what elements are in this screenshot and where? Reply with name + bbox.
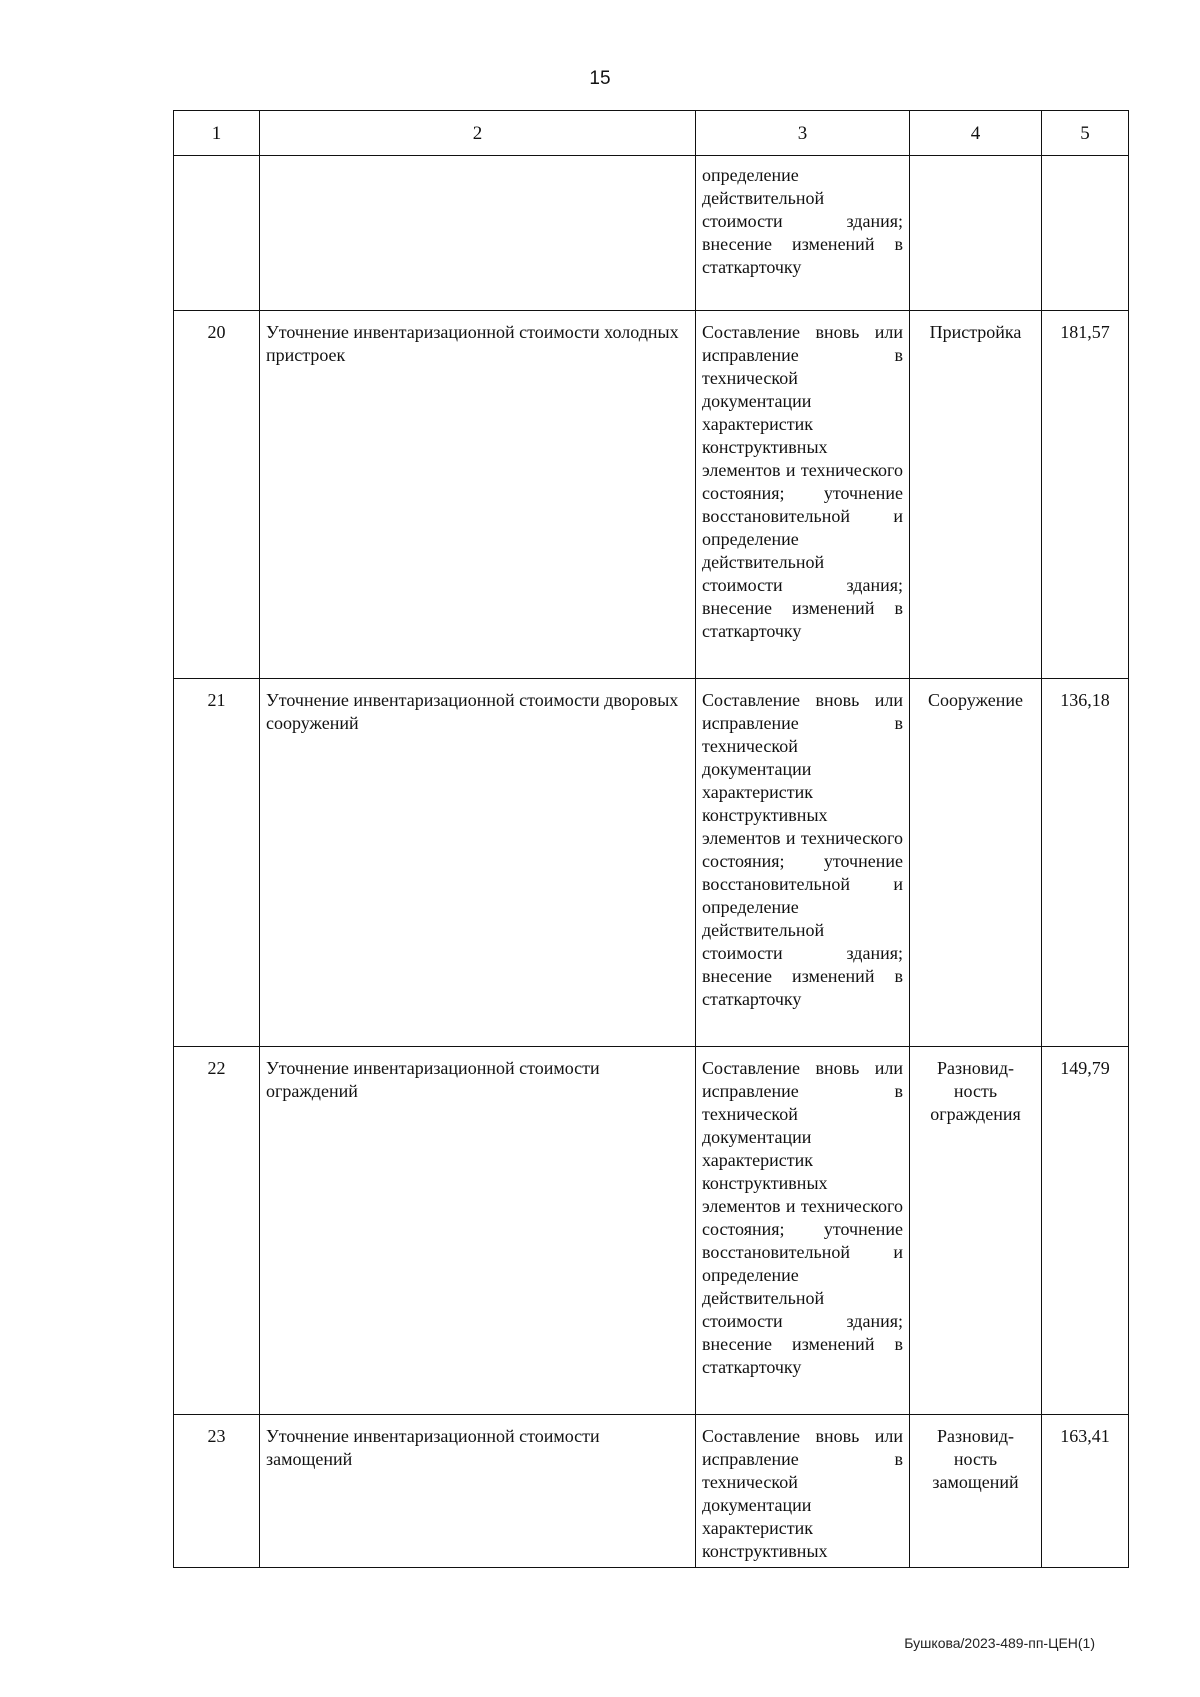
price-value: 163,41	[1042, 1415, 1129, 1568]
work-name	[260, 156, 696, 311]
table-row	[174, 1047, 1129, 1415]
tariff-table	[173, 110, 1129, 1568]
page-number: 15	[589, 68, 611, 89]
table-row	[174, 311, 1129, 679]
work-description: Составление вновь или исправление в технической документации характеристик конструктивных	[696, 1415, 910, 1568]
row-number: 21	[174, 679, 260, 1047]
row-number: 23	[174, 1415, 260, 1568]
column-header-5: 5	[1042, 111, 1129, 156]
measurement-unit	[910, 156, 1042, 311]
measurement-unit: Пристройка	[910, 311, 1042, 679]
work-name: Уточнение инвентаризационной стоимости холодных пристроек	[260, 311, 696, 679]
table-row	[174, 1415, 1129, 1568]
column-header-1: 1	[174, 111, 260, 156]
column-header-3: 3	[696, 111, 910, 156]
column-header-2: 2	[260, 111, 696, 156]
work-description: Составление вновь или исправление в технической документации характеристик конструктивных элементов и технического состояния; уточнение восстановительной и определение действительной стоимости здания; внесение изменений в статкарточку	[696, 311, 910, 679]
work-name: Уточнение инвентаризационной стоимости дворовых сооружений	[260, 679, 696, 1047]
row-number	[174, 156, 260, 311]
table-row	[174, 679, 1129, 1047]
price-value: 181,57	[1042, 311, 1129, 679]
column-header-4: 4	[910, 111, 1042, 156]
work-description: Составление вновь или исправление в технической документации характеристик конструктивных элементов и технического состояния; уточнение восстановительной и определение действительной стоимости здания; внесение изменений в статкарточку	[696, 1047, 910, 1415]
price-value	[1042, 156, 1129, 311]
price-value: 136,18	[1042, 679, 1129, 1047]
table-header-row	[174, 111, 1129, 156]
row-number: 22	[174, 1047, 260, 1415]
measurement-unit: Сооружение	[910, 679, 1042, 1047]
measurement-unit: Разновид-ность замощений	[910, 1415, 1042, 1568]
table-row-continuation	[174, 156, 1129, 311]
row-number: 20	[174, 311, 260, 679]
work-description: Составление вновь или исправление в технической документации характеристик конструктивных элементов и технического состояния; уточнение восстановительной и определение действительной стоимости здания; внесение изменений в статкарточку	[696, 679, 910, 1047]
document-code: Бушкова/2023-489-пп-ЦЕН(1)	[904, 1635, 1095, 1651]
measurement-unit: Разновид-ность ограждения	[910, 1047, 1042, 1415]
price-value: 149,79	[1042, 1047, 1129, 1415]
work-name: Уточнение инвентаризационной стоимости ограждений	[260, 1047, 696, 1415]
work-description: определение действительной стоимости здания; внесение изменений в статкарточку	[696, 156, 910, 311]
work-name: Уточнение инвентаризационной стоимости замощений	[260, 1415, 696, 1568]
